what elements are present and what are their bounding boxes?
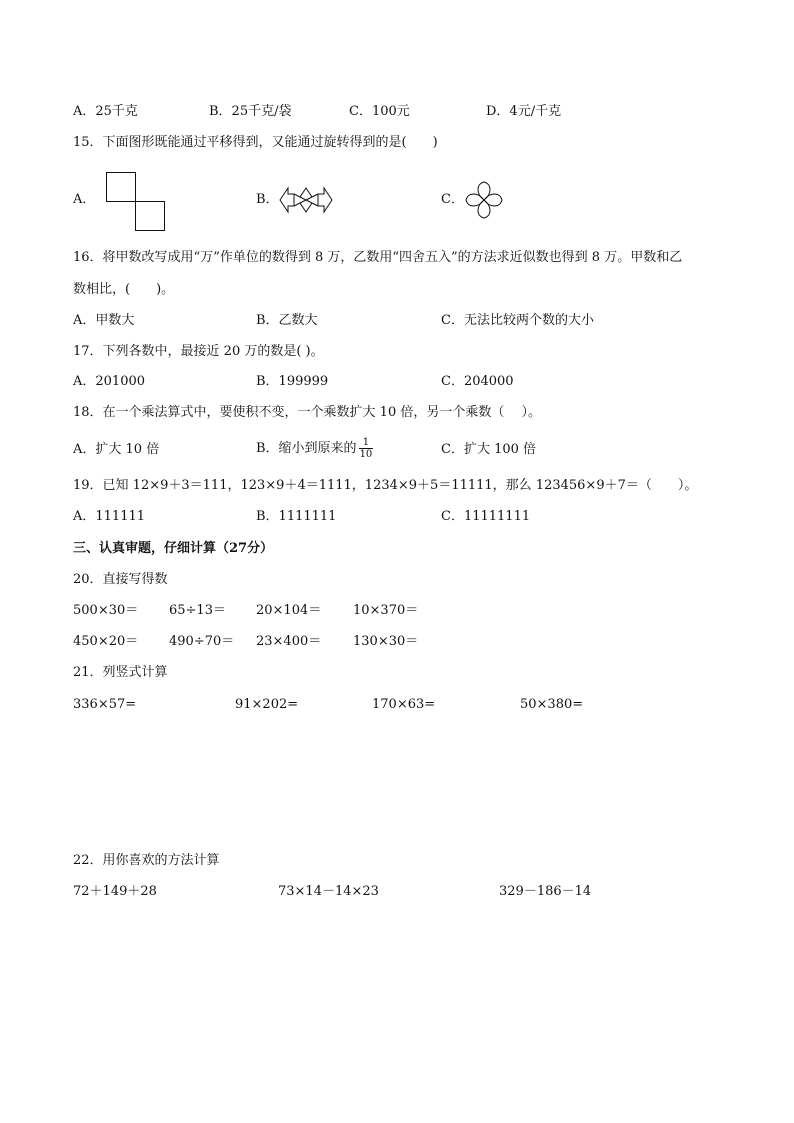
q22-item: 329－186－14 bbox=[499, 884, 592, 899]
two-squares-figure-icon bbox=[106, 172, 166, 232]
fraction-denominator: 10 bbox=[359, 449, 373, 460]
q15-option-b: B． bbox=[256, 192, 279, 207]
q18-option-b bbox=[256, 434, 373, 464]
q18-stem: 18．在一个乘法算式中，要使积不变，一个乘数扩大 10 倍，另一个乘数（ ）。 bbox=[73, 405, 541, 420]
q22-item: 72＋149＋28 bbox=[73, 884, 157, 899]
q15-option-c: C． bbox=[441, 192, 464, 207]
q20-item: 23×400＝ bbox=[256, 634, 322, 649]
q21-item: 91×202= bbox=[235, 697, 299, 712]
q20-item: 450×20＝ bbox=[73, 634, 139, 649]
q19-stem: 19．已知 12×9＋3＝111，123×9＋4＝1111，1234×9＋5＝11111，那么 123456×9＋7＝（ ）。 bbox=[73, 478, 698, 493]
q22-stem: 22．用你喜欢的方法计算 bbox=[73, 853, 220, 868]
fraction bbox=[359, 437, 374, 460]
arrows-figure-icon bbox=[278, 185, 334, 215]
q21-item: 336×57= bbox=[73, 697, 137, 712]
q17-stem: 17．下列各数中，最接近 20 万的数是( )。 bbox=[73, 344, 324, 359]
q16-option-c: C．无法比较两个数的大小 bbox=[441, 313, 594, 328]
q20-item: 500×30＝ bbox=[73, 603, 139, 618]
q15-stem: 15．下面图形既能通过平移得到，又能通过旋转得到的是( ) bbox=[73, 135, 438, 150]
q19-option-c: C．11111111 bbox=[441, 509, 531, 524]
q21-stem: 21．列竖式计算 bbox=[73, 665, 168, 680]
q17-option-a: A．201000 bbox=[73, 374, 146, 389]
q22-item: 73×14－14×23 bbox=[278, 884, 379, 899]
q18-option-c: C．扩大 100 倍 bbox=[441, 442, 537, 457]
q14-option-a: A．25千克 bbox=[73, 104, 138, 119]
q14-option-b: B．25千克/袋 bbox=[209, 104, 292, 119]
q16-stem-line2: 数相比，( )。 bbox=[73, 282, 175, 297]
four-leaf-clover-figure-icon bbox=[462, 178, 506, 222]
q14-option-d: D．4元/千克 bbox=[486, 104, 562, 119]
q20-item: 130×30＝ bbox=[353, 634, 419, 649]
q18-option-b-prefix: B．缩小到原来的 bbox=[256, 441, 357, 456]
q17-option-c: C．204000 bbox=[441, 374, 514, 389]
q16-option-a: A．甲数大 bbox=[73, 313, 135, 328]
section-3-title: 三、认真审题，仔细计算（27分） bbox=[73, 541, 274, 556]
fraction-numerator: 1 bbox=[359, 437, 374, 449]
q15-option-a: A． bbox=[73, 192, 96, 207]
q20-item: 65÷13＝ bbox=[169, 603, 226, 618]
q19-option-a: A．111111 bbox=[73, 509, 146, 524]
q20-item: 20×104＝ bbox=[256, 603, 322, 618]
q21-item: 50×380= bbox=[520, 697, 584, 712]
q21-item: 170×63= bbox=[372, 697, 436, 712]
q18-option-a: A．扩大 10 倍 bbox=[73, 442, 160, 457]
q16-option-b: B．乙数大 bbox=[256, 313, 318, 328]
q20-item: 10×370＝ bbox=[353, 603, 419, 618]
q19-option-b: B．1111111 bbox=[256, 509, 337, 524]
q14-option-c: C．100元 bbox=[349, 104, 410, 119]
q16-stem-line1: 16．将甲数改写成用“万”作单位的数得到 8 万，乙数用“四舍五入”的方法求近似数也得到 8 万。甲数和乙 bbox=[73, 250, 683, 265]
q20-item: 490÷70＝ bbox=[169, 634, 235, 649]
q17-option-b: B．199999 bbox=[256, 374, 329, 389]
q20-stem: 20．直接写得数 bbox=[73, 572, 168, 587]
